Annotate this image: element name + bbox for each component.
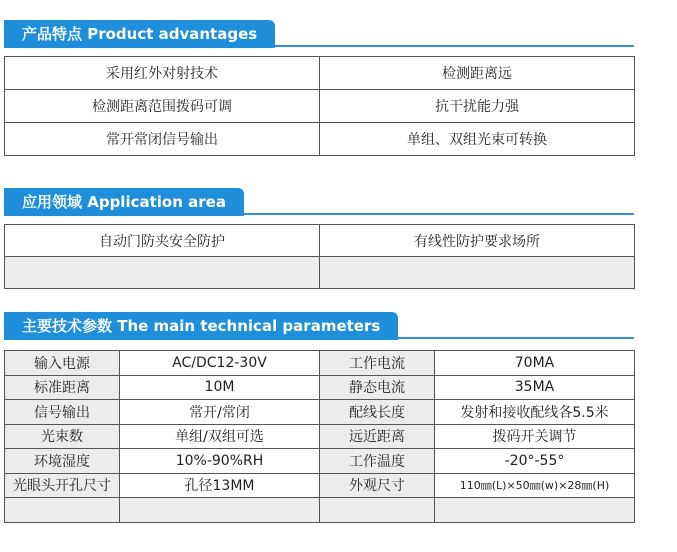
param-label: 静态电流 [320,375,435,400]
table-cell: 检测距离远 [320,57,635,90]
param-label: 工作温度 [320,449,435,474]
param-value: 35MA [435,375,635,400]
table-row [5,123,635,156]
table-row-empty [5,257,635,289]
param-label: 信号输出 [5,400,120,425]
table-cell: 常开常闭信号输出 [5,123,320,156]
table-row [5,351,635,376]
param-value: 常开/常闭 [120,400,320,425]
param-value: 110㎜(L)×50㎜(w)×28㎜(H) [435,473,635,498]
table-cell-empty [5,498,120,523]
advantages-table [4,56,635,156]
table-row [5,424,635,449]
product-advantages-section [4,18,634,156]
table-row [5,400,635,425]
section-header [4,310,634,340]
table-row [5,449,635,474]
table-row [5,375,635,400]
param-label: 环境湿度 [5,449,120,474]
application-table [4,224,635,289]
section-title: 产品特点 Product advantages [4,20,275,48]
table-row [5,90,635,123]
param-label: 配线长度 [320,400,435,425]
param-label: 光束数 [5,424,120,449]
param-value: 拨码开关调节 [435,424,635,449]
table-cell-empty [5,257,320,289]
section-title: 应用领域 Application area [4,188,244,216]
param-value: 10%-90%RH [120,449,320,474]
application-area-section [4,186,634,289]
parameters-table [4,350,635,523]
param-value: 10M [120,375,320,400]
param-label: 外观尺寸 [320,473,435,498]
table-row [5,225,635,257]
table-cell: 检测距离范围拨码可调 [5,90,320,123]
param-label: 远近距离 [320,424,435,449]
table-cell-empty [120,498,320,523]
param-label: 工作电流 [320,351,435,376]
table-cell: 抗干扰能力强 [320,90,635,123]
section-header [4,18,634,48]
table-cell-empty [435,498,635,523]
table-cell: 采用红外对射技术 [5,57,320,90]
table-row-empty [5,498,635,523]
param-label: 标准距离 [5,375,120,400]
param-label: 输入电源 [5,351,120,376]
param-value: AC/DC12-30V [120,351,320,376]
table-cell: 有线性防护要求场所 [320,225,635,257]
param-label: 光眼头开孔尺寸 [5,473,120,498]
table-row [5,57,635,90]
param-value: 单组/双组可选 [120,424,320,449]
table-cell-empty [320,257,635,289]
table-cell: 单组、双组光束可转换 [320,123,635,156]
param-value: 70MA [435,351,635,376]
param-value: 孔径13MM [120,473,320,498]
param-value: 发射和接收配线各5.5米 [435,400,635,425]
table-row [5,473,635,498]
param-value: -20°-55° [435,449,635,474]
section-title: 主要技术参数 The main technical parameters [4,312,398,340]
table-cell-empty [320,498,435,523]
table-cell: 自动门防夹安全防护 [5,225,320,257]
section-header [4,186,634,216]
technical-parameters-section [4,310,634,523]
